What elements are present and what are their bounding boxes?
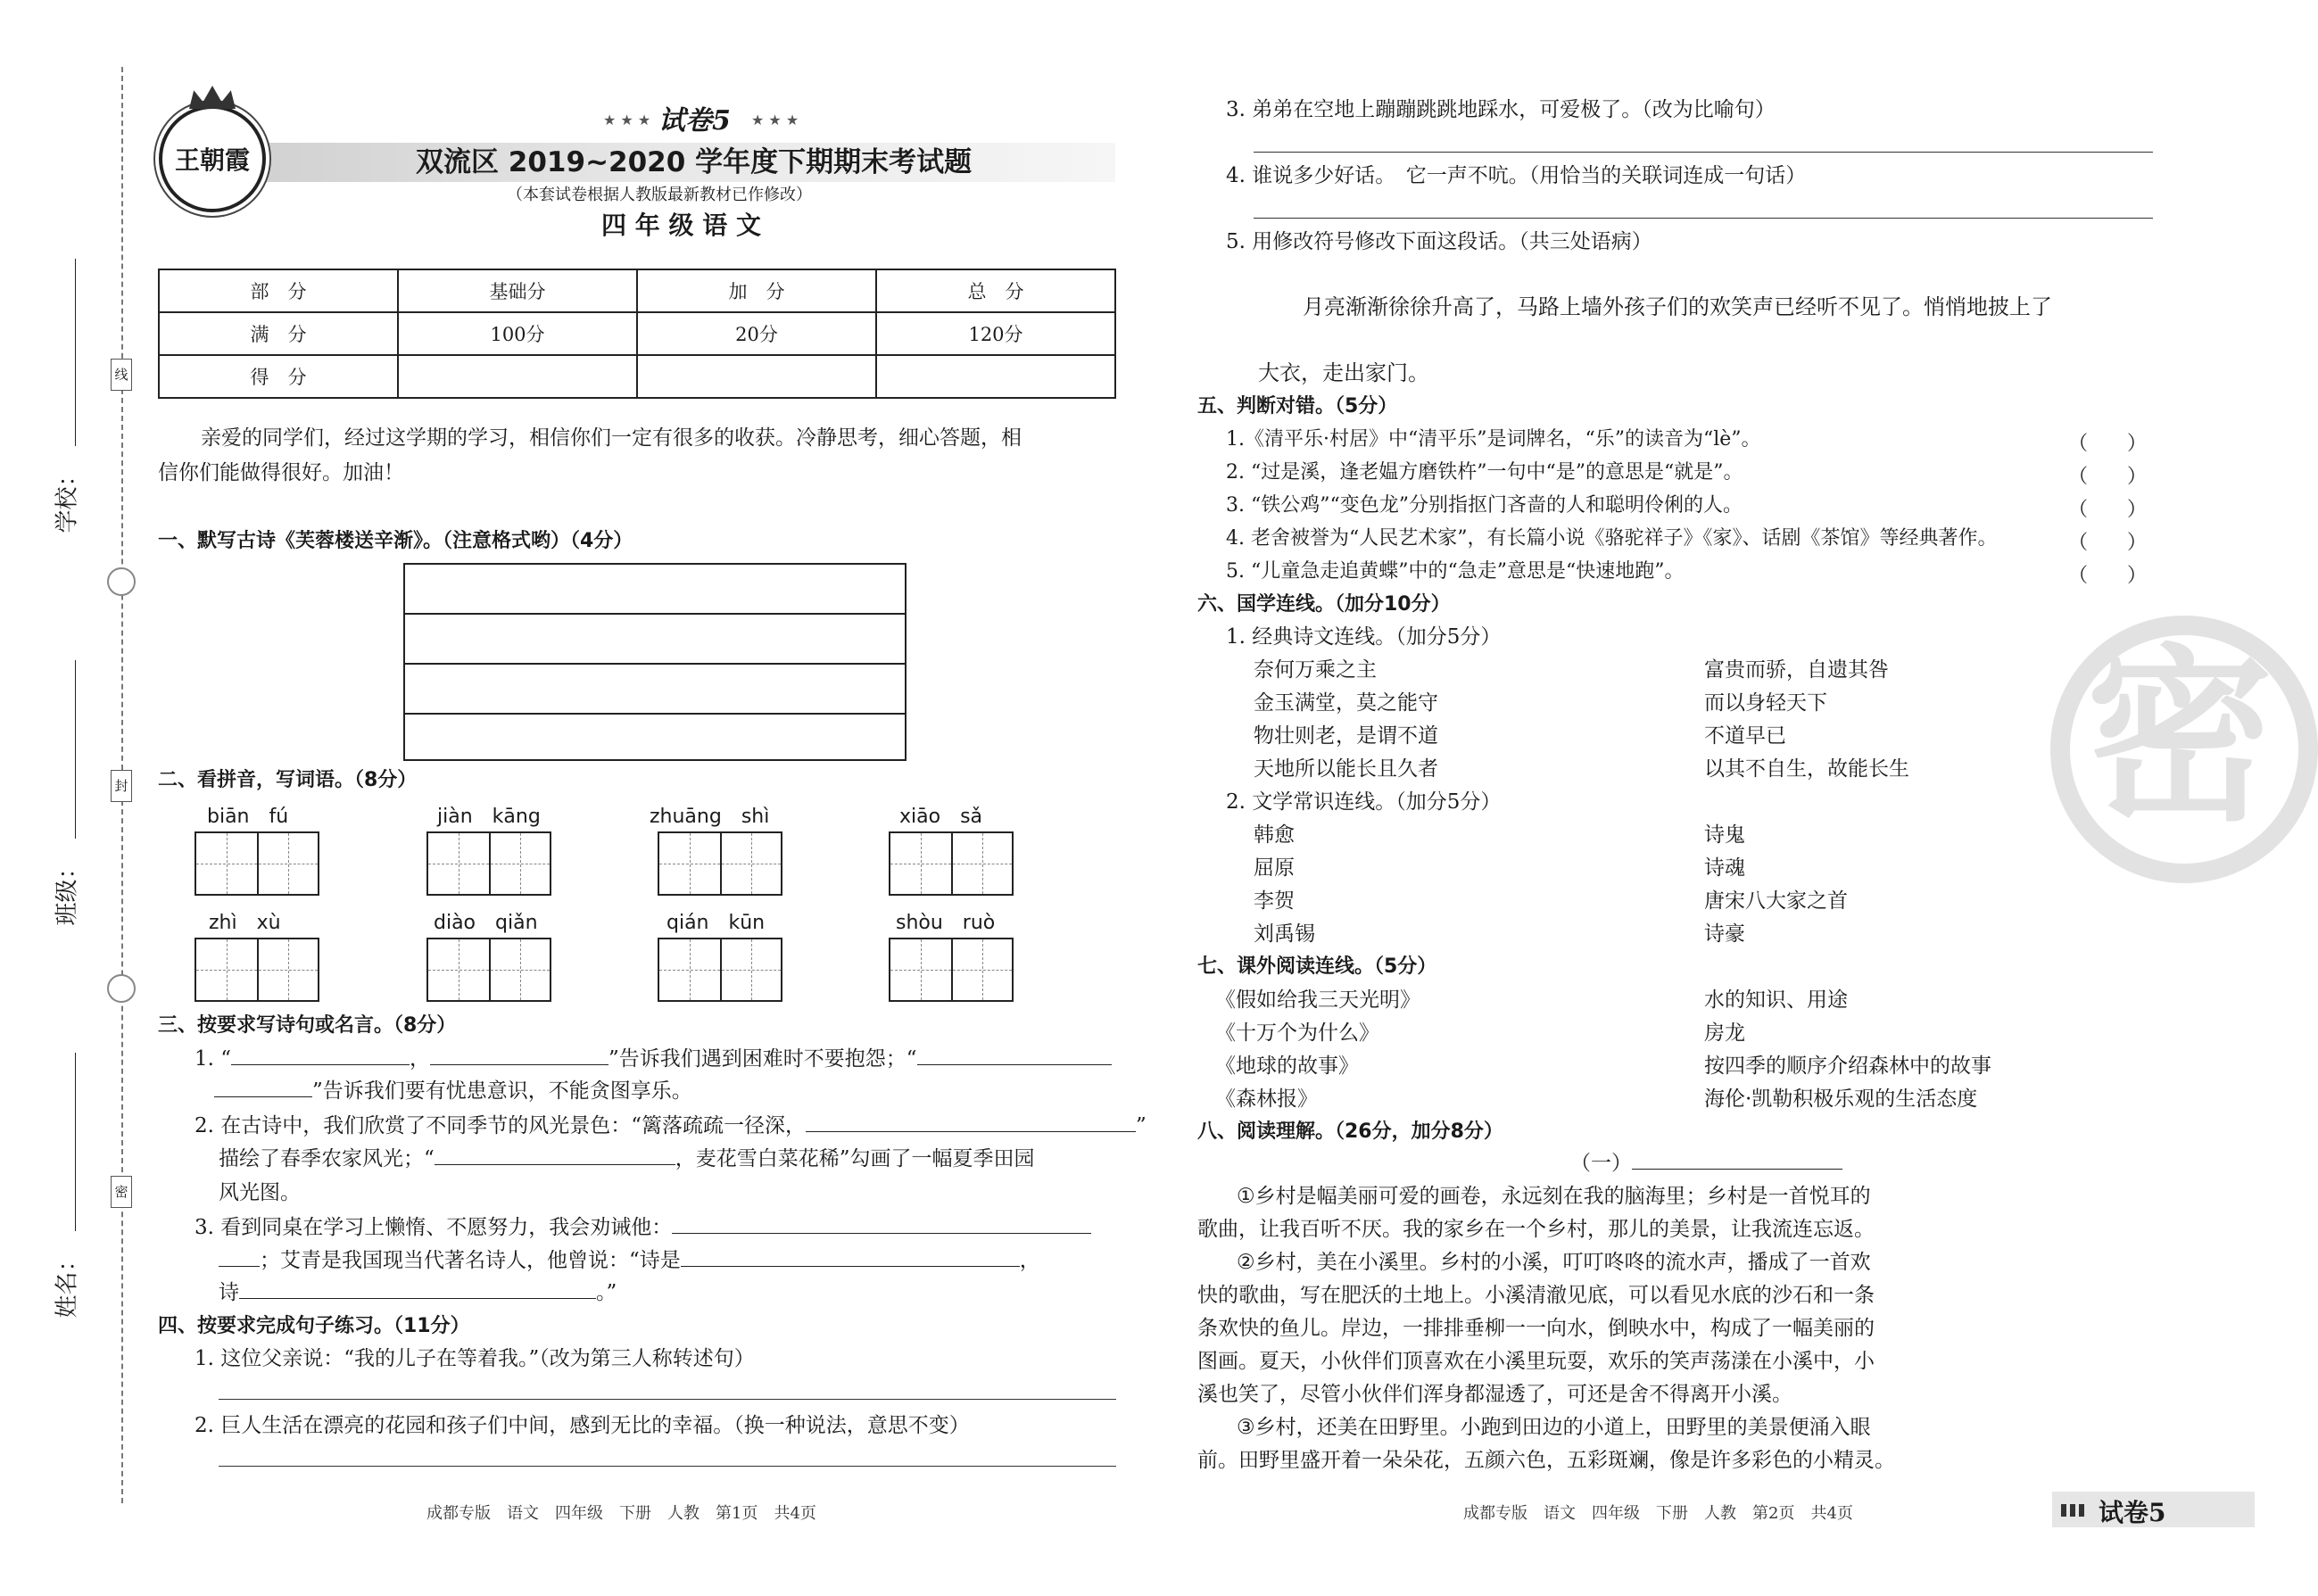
character-grid[interactable] xyxy=(658,938,782,1002)
match-left-item[interactable]: 刘禹锡 xyxy=(1254,922,1315,946)
match-right-item[interactable]: 按四季的顺序介绍森林中的故事 xyxy=(1704,1054,1991,1078)
table-cell: 100分 xyxy=(398,312,637,355)
pinyin-label: biān fú xyxy=(207,806,289,828)
exam-tag xyxy=(2052,1492,2255,1527)
answer-blank[interactable] xyxy=(214,1096,312,1097)
q-text: 1. “ xyxy=(195,1047,232,1071)
grid-cell[interactable] xyxy=(196,939,257,1000)
section-3-q1-cont xyxy=(214,1079,692,1104)
match-right-item[interactable]: 唐宋八大家之首 xyxy=(1704,889,1848,913)
section-3-q3-cont xyxy=(219,1249,1040,1274)
section-6-sub1: 1. 经典诗文连线。（加分5分） xyxy=(1226,625,1502,649)
pinyin-label: zhuāng shì xyxy=(650,806,770,828)
answer-line[interactable] xyxy=(1254,152,2153,153)
match-right-item[interactable]: 富贵而骄，自遗其咎 xyxy=(1704,658,1889,682)
exam-title: 双流区 2019~2020 学年度下期期末考试题 xyxy=(416,146,973,178)
binding-mark-secret: 密 xyxy=(111,1176,132,1208)
table-cell: 得 分 xyxy=(159,355,398,398)
poem-line[interactable] xyxy=(405,565,905,615)
section-6-title: 六、国学连线。（加分10分） xyxy=(1197,593,1451,616)
section-1-title: 一、默写古诗《芙蓉楼送辛渐》。（注意格式哟）（4分） xyxy=(158,530,633,552)
grid-cell[interactable] xyxy=(951,833,1012,894)
answer-blank[interactable] xyxy=(806,1130,1136,1132)
match-left-item[interactable]: 奈何万乘之主 xyxy=(1254,658,1377,682)
section-4-title: 四、按要求完成句子练习。（11分） xyxy=(158,1315,470,1337)
tag-squares-icon xyxy=(2061,1504,2086,1517)
q-text: ”告诉我们遇到困难时不要抱怨；“ xyxy=(608,1047,917,1071)
pinyin-label: diào qiǎn xyxy=(434,912,538,934)
binding-ornament xyxy=(107,567,136,596)
grid-cell[interactable] xyxy=(890,939,951,1000)
q-text: 描绘了春季农家风光；“ xyxy=(219,1147,435,1170)
character-grid[interactable] xyxy=(426,831,551,896)
grid-cell[interactable] xyxy=(659,833,720,894)
answer-blank[interactable] xyxy=(681,1265,1020,1267)
exam-stars-left: ★ ★ ★ xyxy=(603,112,651,128)
section-4-q5: 5. 用修改符号修改下面这段话。（共三处语病） xyxy=(1226,230,1652,253)
section-6-sub2: 2. 文学常识连线。（加分5分） xyxy=(1226,790,1502,814)
exam-tag-text: 试卷5 xyxy=(2099,1498,2166,1527)
grid-cell[interactable] xyxy=(428,833,489,894)
grid-cell[interactable] xyxy=(659,939,720,1000)
judge-answer-box[interactable]: （ ） xyxy=(2068,499,2148,521)
character-grid[interactable] xyxy=(889,938,1014,1002)
reading-part-label xyxy=(1570,1152,1842,1177)
answer-blank[interactable] xyxy=(219,1265,260,1267)
grid-cell[interactable] xyxy=(257,833,318,894)
section-2-title: 二、看拼音，写词语。（8分） xyxy=(158,769,418,791)
judge-answer-box[interactable]: （ ） xyxy=(2068,565,2148,587)
match-right-item[interactable]: 海伦·凯勒积极乐观的生活态度 xyxy=(1704,1087,1978,1111)
grid-cell[interactable] xyxy=(951,939,1012,1000)
judge-item: 3. “铁公鸡”“变色龙”分别指抠门吝啬的人和聪明伶俐的人。 xyxy=(1226,494,1743,517)
match-left-item[interactable]: 《地球的故事》 xyxy=(1215,1054,1359,1078)
match-right-item[interactable]: 诗豪 xyxy=(1704,922,1745,946)
match-left-item[interactable]: 天地所以能长且久者 xyxy=(1254,757,1438,781)
q-text: ；艾青是我国现当代著名诗人，他曾说：“诗是 xyxy=(260,1249,681,1272)
table-cell: 20分 xyxy=(637,312,876,355)
pinyin-label: qián kūn xyxy=(666,912,766,934)
q-text: ” xyxy=(1136,1114,1147,1137)
secret-seal-watermark xyxy=(2050,616,2318,883)
school-label: 学校： xyxy=(54,463,81,533)
judge-answer-box[interactable]: （ ） xyxy=(2068,532,2148,554)
match-right-item[interactable]: 诗鬼 xyxy=(1704,823,1745,847)
q-text: 2. 在古诗中，我们欣赏了不同季节的风光景色：“篱落疏疏一径深， xyxy=(195,1114,807,1137)
grid-cell[interactable] xyxy=(720,939,781,1000)
judge-item: 5. “儿童急走追黄蝶”中的“急走”意思是“快速地跑”。 xyxy=(1226,560,1685,583)
section-4-q1: 1. 这位父亲说：“我的儿子在等着我。”（改为第三人称转述句） xyxy=(195,1347,755,1370)
match-right-item[interactable]: 不道早已 xyxy=(1704,724,1786,748)
grid-cell[interactable] xyxy=(489,939,550,1000)
q-text: 诗 xyxy=(219,1281,239,1304)
match-left-item[interactable]: 屈原 xyxy=(1254,856,1295,880)
reading-line: ①乡村是幅美丽可爱的画卷，永远刻在我的脑海里；乡村是一首悦耳的 xyxy=(1237,1185,1871,1208)
reading-line: 溪也笑了，尽管小伙伴们浑身都湿透了，可还是舍不得离开小溪。 xyxy=(1197,1383,1792,1406)
section-4-q4: 4. 谁说多少好话。 它一声不吭。（用恰当的关联词连成一句话） xyxy=(1226,164,1807,187)
logo-text: 王朝霞 xyxy=(174,145,250,175)
answer-line[interactable] xyxy=(219,1466,1116,1467)
answer-line[interactable] xyxy=(1254,218,2153,219)
binding-mark-line: 线 xyxy=(111,359,132,391)
reading-line: 快的歌曲，写在肥沃的土地上。小溪清澈见底，可以看见水底的沙石和一条 xyxy=(1197,1284,1875,1307)
section-3-q3 xyxy=(195,1216,1091,1241)
section-5-title: 五、判断对错。（5分） xyxy=(1197,395,1398,418)
table-cell: 加 分 xyxy=(637,269,876,312)
reading-line: 条欢快的鱼儿。岸边，一排排垂柳一一向水，倒映水中，构成了一幅美丽的 xyxy=(1197,1317,1875,1340)
section-3-q2 xyxy=(195,1114,1147,1139)
match-left-item[interactable]: 《十万个为什么》 xyxy=(1215,1021,1379,1045)
score-table xyxy=(158,269,1116,399)
character-grid[interactable] xyxy=(658,831,782,896)
table-cell: 总 分 xyxy=(876,269,1115,312)
section-3-title: 三、按要求写诗句或名言。（8分） xyxy=(158,1014,457,1037)
character-grid[interactable] xyxy=(195,938,319,1002)
judge-answer-box[interactable]: （ ） xyxy=(2068,466,2148,488)
table-cell: 部 分 xyxy=(159,269,398,312)
section-4-q2: 2. 巨人生活在漂亮的花园和孩子们中间，感到无比的幸福。（换一种说法，意思不变） xyxy=(195,1414,970,1437)
pinyin-label: zhì xù xyxy=(209,912,281,934)
reading-line: ③乡村，还美在田野里。小跑到田边的小道上，田野里的美景便涌入眼 xyxy=(1237,1416,1871,1439)
grade-subject: 四 年 级 语 文 xyxy=(601,211,761,240)
match-left-item[interactable]: 《森林报》 xyxy=(1215,1087,1318,1111)
match-left-item[interactable]: 《假如给我三天光明》 xyxy=(1215,988,1420,1012)
reading-line: 歌曲，让我百听不厌。我的家乡在一个乡村，那儿的美景，让我流连忘返。 xyxy=(1197,1218,1875,1241)
match-left-item[interactable]: 韩愈 xyxy=(1254,823,1295,847)
score-input-cell[interactable] xyxy=(637,355,876,398)
match-right-item[interactable]: 房龙 xyxy=(1704,1021,1745,1045)
section-4-passage-line-2: 大衣，走出家门。 xyxy=(1258,360,1429,385)
poem-line[interactable] xyxy=(405,715,905,763)
reading-line: 前。田野里盛开着一朵朵花，五颜六色，五彩斑斓，像是许多彩色的小精灵。 xyxy=(1197,1449,1895,1472)
table-row xyxy=(159,269,1115,312)
score-input-cell[interactable] xyxy=(876,355,1115,398)
logo xyxy=(159,105,266,212)
intro-line-1: 亲爱的同学们，经过这学期的学习，相信你们一定有很多的收获。冷静思考，细心答题，相 xyxy=(201,426,1022,450)
reading-line: 图画。夏天，小伙伴们顶喜欢在小溪里玩耍，欢乐的笑声荡漾在小溪中，小 xyxy=(1197,1350,1875,1373)
part-label: （一） xyxy=(1570,1152,1632,1175)
title-blank[interactable] xyxy=(1632,1168,1842,1170)
match-right-item[interactable]: 水的知识、用途 xyxy=(1704,988,1848,1012)
section-3-q2-end: 风光图。 xyxy=(219,1181,301,1204)
match-right-item[interactable]: 诗魂 xyxy=(1704,856,1745,880)
q-text: ，麦花雪白菜花稀”勾画了一幅夏季田园 xyxy=(675,1147,1035,1170)
judge-answer-box[interactable]: （ ） xyxy=(2068,433,2148,455)
match-right-item[interactable]: 以其不自生，故能长生 xyxy=(1704,757,1909,781)
poem-line[interactable] xyxy=(405,615,905,665)
pinyin-label: jiàn kāng xyxy=(437,806,541,828)
school-field[interactable] xyxy=(54,259,89,544)
section-4-passage-line-1: 月亮渐渐徐徐升高了，马路上墙外孩子们的欢笑声已经听不见了。悄悄地披上了 xyxy=(1303,294,2052,319)
intro-line-2: 信你们能做得很好。加油！ xyxy=(158,461,404,484)
poem-line[interactable] xyxy=(405,665,905,715)
exam-number: 试卷5 xyxy=(658,105,731,136)
answer-blank[interactable] xyxy=(231,1063,410,1065)
match-left-item[interactable]: 李贺 xyxy=(1254,889,1295,913)
section-3-q3-end xyxy=(219,1281,617,1306)
table-row xyxy=(159,355,1115,398)
answer-blank[interactable] xyxy=(672,1232,1091,1234)
character-grid[interactable] xyxy=(426,938,551,1002)
answer-line[interactable] xyxy=(219,1399,1116,1400)
secret-seal-text: 密 xyxy=(2086,628,2274,847)
class-field[interactable] xyxy=(54,660,89,928)
q-text: ， xyxy=(410,1047,431,1071)
pinyin-label: shòu ruò xyxy=(896,912,996,934)
q-text: 3. 看到同桌在学习上懒惰、不愿努力，我会劝诫他： xyxy=(195,1216,673,1239)
logo-crown-icon xyxy=(189,86,236,109)
poem-writing-box[interactable] xyxy=(403,563,907,761)
section-8-title: 八、阅读理解。（26分，加分8分） xyxy=(1197,1121,1503,1143)
exam-stars-right: ★ ★ ★ xyxy=(751,112,799,128)
page-footer-left: 成都专版 语文 四年级 下册 人教 第1页 共4页 xyxy=(426,1504,816,1523)
binding-ornament xyxy=(107,974,136,1003)
match-left-item[interactable]: 物壮则老，是谓不道 xyxy=(1254,724,1438,748)
pinyin-label: xiāo sǎ xyxy=(899,806,983,828)
answer-blank[interactable] xyxy=(435,1163,675,1165)
table-cell: 基础分 xyxy=(398,269,637,312)
q-text: ， xyxy=(1019,1249,1040,1272)
answer-blank[interactable] xyxy=(917,1063,1112,1065)
table-cell: 120分 xyxy=(876,312,1115,355)
character-grid[interactable] xyxy=(889,831,1014,896)
grid-cell[interactable] xyxy=(428,939,489,1000)
page-footer-right: 成都专版 语文 四年级 下册 人教 第2页 共4页 xyxy=(1463,1504,1853,1523)
section-3-q1 xyxy=(195,1047,1112,1072)
table-cell: 满 分 xyxy=(159,312,398,355)
answer-blank[interactable] xyxy=(430,1063,608,1065)
table-row xyxy=(159,312,1115,355)
exam-subtitle: （本套试卷根据人教版最新教材已作修改） xyxy=(507,186,812,204)
character-grid[interactable] xyxy=(195,831,319,896)
grid-cell[interactable] xyxy=(720,833,781,894)
grid-cell[interactable] xyxy=(196,833,257,894)
match-left-item[interactable]: 金玉满堂，莫之能守 xyxy=(1254,691,1438,715)
name-field[interactable] xyxy=(54,1053,89,1320)
grid-cell[interactable] xyxy=(257,939,318,1000)
grid-cell[interactable] xyxy=(890,833,951,894)
class-label: 班级： xyxy=(54,856,81,926)
grid-cell[interactable] xyxy=(489,833,550,894)
section-4-q3: 3. 弟弟在空地上蹦蹦跳跳地踩水，可爱极了。（改为比喻句） xyxy=(1226,98,1776,121)
section-3-q2-cont xyxy=(219,1147,1035,1172)
binding-mark-seal: 封 xyxy=(111,770,132,802)
judge-item: 1.《清平乐·村居》中“清平乐”是词牌名，“乐”的读音为“lè”。 xyxy=(1226,428,1761,451)
answer-blank[interactable] xyxy=(239,1297,596,1299)
name-label: 姓名： xyxy=(54,1248,81,1319)
section-7-title: 七、课外阅读连线。（5分） xyxy=(1197,955,1437,978)
match-right-item[interactable]: 而以身轻天下 xyxy=(1704,691,1827,715)
reading-line: ②乡村，美在小溪里。乡村的小溪，叮叮咚咚的流水声，播成了一首欢 xyxy=(1237,1251,1871,1274)
judge-item: 2. “过是溪，逢老媪方磨铁杵”一句中“是”的意思是“就是”。 xyxy=(1226,461,1743,484)
q-text: 。” xyxy=(596,1281,617,1304)
q-text: ”告诉我们要有忧患意识，不能贪图享乐。 xyxy=(312,1079,692,1103)
score-input-cell[interactable] xyxy=(398,355,637,398)
judge-item: 4. 老舍被誉为“人民艺术家”，有长篇小说《骆驼祥子》《家》、话剧《茶馆》等经典著作。 xyxy=(1226,527,1998,550)
